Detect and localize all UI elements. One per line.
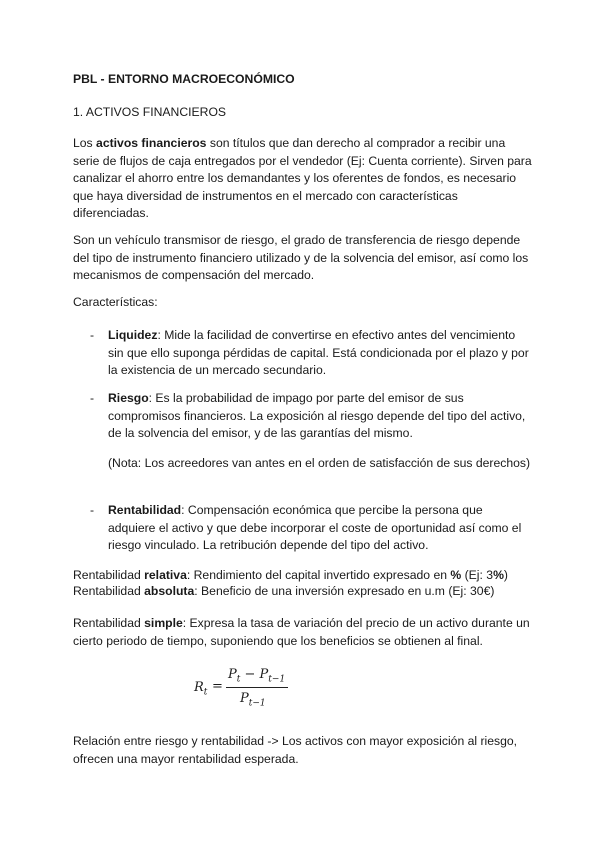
- simple-return-paragraph: [73, 615, 533, 650]
- bullet-term: Rentabilidad: [108, 503, 182, 517]
- bullet-dash: -: [90, 328, 95, 342]
- formula-num-a-sub: t: [236, 674, 241, 685]
- relative-post: (Ej: 3: [461, 568, 494, 582]
- formula-den-symbol: P: [240, 691, 249, 706]
- intro-lead: Los: [73, 136, 97, 150]
- document-title: PBL - ENTORNO MACROECONÓMICO: [73, 72, 295, 86]
- bullet-body: : Es la probabilidad de impago por parte del emisor de sus compromisos financieros. La exposición al riesgo depende del tipo del activo, de la solvencia del emisor, y de las garantías del mismo.: [108, 391, 526, 440]
- formula-lhs-symbol: R: [194, 680, 204, 695]
- formula-lhs: [194, 679, 207, 702]
- formula-num-b-sub: t−1: [268, 674, 286, 685]
- relative-mid: : Rendimiento del capital invertido expresado en: [186, 568, 451, 582]
- relative-return-line: [73, 567, 533, 585]
- bullet-dash: -: [90, 391, 95, 405]
- bullet-body: : Mide la facilidad de convertirse en efectivo antes del vencimiento sin que ello suponga pérdidas de capital. Está condicionada por el plazo y por la existencia de un mercado secundario.: [108, 328, 529, 377]
- bullet-text: [108, 390, 533, 443]
- section-heading: 1. ACTIVOS FINANCIEROS: [73, 105, 227, 119]
- bullet-term: Liquidez: [108, 328, 158, 342]
- formula-den-sub: t−1: [248, 698, 266, 709]
- intro-term: activos financieros: [96, 136, 207, 150]
- note-text: (Nota: Los acreedores van antes en el orden de satisfacción de sus derechos): [108, 456, 531, 470]
- risk-transfer-paragraph: Son un vehículo transmisor de riesgo, el grado de transferencia de riesgo depende del tipo de instrumento financiero utilizado y de la solvencia del emisor, así como los mecanismos de compensación del mercado.: [73, 233, 529, 282]
- absolute-pre: Rentabilidad: [73, 584, 145, 598]
- bullet-text: [108, 327, 533, 380]
- relative-pct: %: [450, 568, 462, 582]
- intro-paragraph: [73, 135, 533, 223]
- fraction-bar: [226, 687, 288, 688]
- relative-pre: Rentabilidad: [73, 568, 145, 582]
- simple-rest: : Expresa la tasa de variación del precio de un activo durante un cierto periodo de tiempo, suponiendo que los beneficios se obtienen al final.: [73, 616, 530, 648]
- relative-end: ): [503, 568, 508, 582]
- absolute-return-line: [73, 583, 533, 601]
- features-label: Características:: [73, 295, 158, 309]
- bullet-term: Riesgo: [108, 391, 149, 405]
- formula-lhs-sub: t: [203, 687, 208, 698]
- relative-term: relativa: [144, 568, 187, 582]
- formula-minus: −: [240, 667, 260, 682]
- intro-rest: son títulos que dan derecho al comprador a recibir una serie de flujos de caja entregados por el vendedor (Ej: Cuenta corriente). Sirven para canalizar el ahorro entre los demandantes y los oferentes de fondos, es necesario que haya diversidad de instrumentos en el mercado con características diferenciadas.: [73, 136, 532, 220]
- bullet-dash: -: [90, 503, 95, 517]
- simple-pre: Rentabilidad: [73, 616, 145, 630]
- bullet-text: [108, 502, 533, 555]
- formula-equals: =: [212, 679, 223, 694]
- simple-return-formula: [192, 666, 342, 710]
- formula-denominator: [240, 690, 266, 713]
- bullet-body: : Compensación económica que percibe la persona que adquiere el activo y que debe incorporar el coste de oportunidad así como el riesgo vinculado. La retribución depende del tipo del activo.: [108, 503, 522, 552]
- formula-num-a: P: [228, 667, 237, 682]
- formula-numerator: [228, 666, 285, 689]
- absolute-rest: : Beneficio de una inversión expresado en u.m (Ej: 30€): [194, 584, 495, 598]
- formula-num-b: P: [259, 667, 269, 682]
- relative-pct2: %: [493, 568, 504, 582]
- absolute-term: absoluta: [144, 584, 195, 598]
- conclusion-paragraph: Relación entre riesgo y rentabilidad -> Los activos con mayor exposición al riesgo, ofrecen una mayor rentabilidad esperada.: [73, 734, 518, 766]
- simple-term: simple: [144, 616, 183, 630]
